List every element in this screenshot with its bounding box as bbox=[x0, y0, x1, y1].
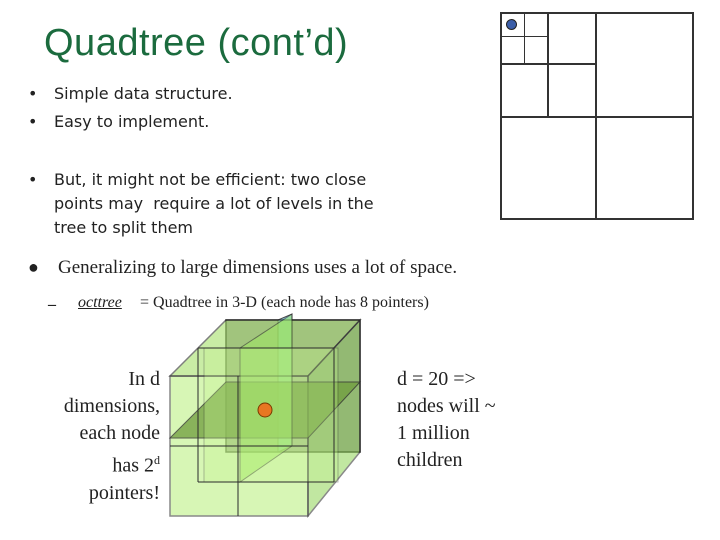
grid-line bbox=[524, 14, 525, 63]
bullet-easy bbox=[28, 110, 448, 134]
bullet-text-line-2: points may require a lot of levels in the bbox=[54, 194, 374, 213]
quadtree-diagram bbox=[500, 12, 694, 220]
grid-line bbox=[502, 116, 692, 118]
note-line: 1 million bbox=[397, 422, 470, 444]
bullet-text-line-3: tree to split them bbox=[54, 218, 194, 237]
note-line: dimensions, bbox=[63, 395, 160, 417]
left-note bbox=[40, 366, 160, 506]
grid-line bbox=[547, 14, 549, 116]
bullet-marker: ● bbox=[28, 257, 39, 277]
bullet-marker: • bbox=[28, 84, 38, 103]
side-plane bbox=[204, 348, 338, 482]
bullet-marker: • bbox=[28, 112, 38, 131]
bullet-text: Simple data structure. bbox=[54, 84, 233, 103]
note-line: d = 20 => bbox=[397, 368, 476, 390]
note-line: pointers! bbox=[88, 481, 160, 504]
slide-title: Quadtree (cont’d) bbox=[44, 22, 349, 64]
right-note bbox=[397, 366, 547, 476]
note-line: each node bbox=[79, 422, 160, 444]
center-point bbox=[258, 403, 272, 417]
generalizing-bullet bbox=[28, 257, 588, 287]
bullet-marker: • bbox=[28, 170, 38, 189]
note-line-has: has 2$^d$ bbox=[112, 453, 160, 477]
bullet-text-line-1: But, it might not be efficient: two close bbox=[54, 170, 367, 189]
bullet-efficiency bbox=[28, 168, 468, 240]
dash-marker: – bbox=[48, 296, 56, 313]
note-line: children bbox=[397, 449, 463, 471]
note-line: In d bbox=[128, 368, 160, 390]
note-line: nodes will ~ bbox=[397, 395, 496, 417]
grid-line bbox=[502, 63, 595, 65]
point-marker bbox=[506, 19, 517, 30]
octree-cube-illustration bbox=[160, 310, 380, 530]
octtree-term: octtree bbox=[78, 294, 122, 311]
bullet-text: Easy to implement. bbox=[54, 112, 210, 131]
octtree-definition: = Quadtree in 3-D (each node has 8 pointers) bbox=[136, 294, 429, 311]
grid-line bbox=[502, 36, 547, 37]
bullet-simple bbox=[28, 82, 448, 106]
bullet-text: Generalizing to large dimensions uses a lot of space. bbox=[58, 257, 458, 278]
